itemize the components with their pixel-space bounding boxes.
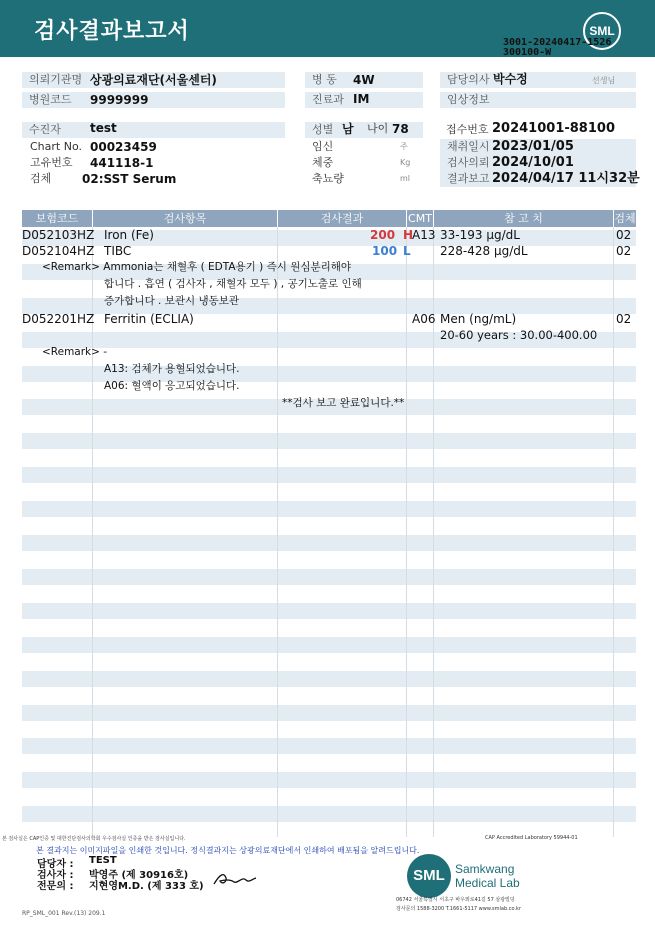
table-band <box>22 637 636 653</box>
report-header <box>0 0 655 57</box>
col-divider <box>406 227 407 837</box>
row-specimen: 02 <box>616 228 632 242</box>
age-value: 78 <box>392 122 409 136</box>
sml-footer-logo-text: SML <box>413 867 445 884</box>
chart-no-value: 00023459 <box>90 140 157 154</box>
brand-line1: Samkwang <box>455 862 515 876</box>
responsible-label: 담당자 : <box>37 859 74 870</box>
receipt-label: 접수번호 <box>446 123 489 136</box>
row-result: 200 <box>370 228 396 242</box>
report-title: 검사결과보고서 <box>34 19 190 44</box>
dept-label: 진료과 <box>305 92 423 108</box>
examiner-label: 검사자 : <box>37 870 74 881</box>
table-band <box>22 671 636 687</box>
table-band <box>22 433 636 449</box>
row-code: D052104HZ <box>22 244 95 258</box>
chart-no-label: Chart No. <box>30 140 82 153</box>
remark-line: 합니다 . 흡연 ( 검사자 , 채혈자 모두 ) , 공기노출로 인해 <box>104 278 362 290</box>
remark-line: A06: 혈액이 응고되었습니다. <box>104 380 240 392</box>
responsible-value: TEST <box>89 855 117 866</box>
clinical-info-label: 임상정보 <box>440 92 636 108</box>
pregnancy-unit: 주 <box>400 142 408 151</box>
table-band <box>22 501 636 517</box>
doctor-value: 박수정 <box>493 72 528 86</box>
table-band <box>22 467 636 483</box>
doctor-suffix: 선생님 <box>592 76 616 85</box>
form-code: RP_SML_001 Rev.(13) 209.1 <box>22 910 106 917</box>
request-value: 2024/10/01 <box>492 155 574 170</box>
remark-line: 증가합니다 . 보관시 냉동보관 <box>104 295 240 307</box>
row-item: Ferritin (ECLIA) <box>104 312 194 326</box>
dept-value: IM <box>353 92 370 106</box>
row-cmt: A06 <box>412 312 436 326</box>
sml-footer-logo-icon <box>407 854 451 898</box>
fineprint-left: 본 검사실은 CAP인증 및 대한진단검사의학회 우수검사실 인증을 받은 검사실입니다. <box>2 836 186 842</box>
row-ref: 33-193 µg/dL <box>440 228 520 242</box>
row-specimen: 02 <box>616 244 632 258</box>
row-code: D052103HZ <box>22 228 95 242</box>
address-line1: 06742 서울특별시 서초구 바우뫼로41길 57 삼광빌딩 <box>396 897 515 903</box>
sml-logo-text: SML <box>589 24 615 38</box>
doctor-label: 담당의사 <box>440 72 636 88</box>
receipt-value: 20241001-88100 <box>492 121 615 136</box>
fineprint-right: CAP Accredited Laboratory 59944-01 <box>485 835 578 841</box>
hospital-code-label: 병원코드 <box>22 92 285 108</box>
institution-label: 의뢰기관명 <box>22 72 285 88</box>
id-label: 고유번호 <box>30 156 73 169</box>
sex-value: 남 <box>342 122 354 136</box>
row-flag-high: H <box>403 228 414 242</box>
row-ref: 228-428 µg/dL <box>440 244 528 258</box>
specimen-value: 02:SST Serum <box>82 172 177 186</box>
specialist-value: 지현영M.D. (제 333 호) <box>89 881 204 892</box>
remark-head: <Remark> - <box>42 346 108 358</box>
row-item: Iron (Fe) <box>104 228 154 242</box>
report-date-label: 결과보고 <box>440 171 636 187</box>
collect-value: 2023/01/05 <box>492 139 574 154</box>
address-line2: 검사문의 1588-3200 T.1661-5117 www.smlab.co.kr <box>396 906 521 912</box>
table-band <box>22 705 636 721</box>
pregnancy-label: 임신 <box>312 140 334 153</box>
report-complete: **검사 보고 완료입니다.** <box>282 397 405 409</box>
row-specimen: 02 <box>616 312 632 326</box>
report-date-value: 2024/04/17 11시32분 <box>492 171 640 186</box>
row-item: TIBC <box>104 244 132 258</box>
col-header-item: 검사항목 <box>93 210 277 227</box>
urine-label: 축뇨량 <box>312 172 344 185</box>
row-result: 100 <box>372 244 398 258</box>
weight-label: 체중 <box>312 156 334 169</box>
examiner-value: 박영주 (제 30916호) <box>89 870 189 881</box>
col-header-specimen: 검체 <box>614 212 636 225</box>
remark-line: A13: 검체가 용혈되었습니다. <box>104 363 240 375</box>
ward-value: 4W <box>353 73 375 87</box>
signature-icon <box>212 870 258 888</box>
id-value: 441118-1 <box>90 156 154 170</box>
report-number: 3001-20240417-1526 <box>503 37 612 48</box>
table-band <box>22 569 636 585</box>
row-ref: Men (ng/mL) <box>440 312 517 326</box>
col-header-ref: 참 고 치 <box>434 210 613 227</box>
col-header-cmt: CMT <box>408 212 432 225</box>
weight-unit: Kg <box>400 158 411 167</box>
row-ref-line2: 20-60 years : 30.00-400.00 <box>440 328 598 342</box>
table-band <box>22 772 636 788</box>
request-label: 검사의뢰 <box>440 155 636 171</box>
report-number-suffix: 300100-W <box>503 47 552 58</box>
row-code: D052201HZ <box>22 312 95 326</box>
sex-label: 성별 <box>305 122 423 138</box>
specimen-label: 검체 <box>30 172 52 185</box>
remark-line: <Remark> Ammonia는 채혈후 ( EDTA용기 ) 즉시 원심분리해야 <box>42 261 352 273</box>
table-band <box>22 535 636 551</box>
row-flag-low: L <box>403 244 411 258</box>
patient-name-value: test <box>90 121 117 135</box>
row-cmt: A13 <box>412 228 436 242</box>
ward-label: 병 동 <box>305 72 423 88</box>
specialist-label: 전문의 : <box>37 881 74 892</box>
col-divider <box>277 227 278 837</box>
institution-value: 상광의료재단(서울센터) <box>90 73 217 87</box>
collect-label: 채취일시 <box>440 139 636 155</box>
print-notice: 본 결과지는 이미지파일을 인쇄한 것입니다. 정식결과지는 상광의료재단에서 인쇄하여 배포됨을 알려드립니다. <box>36 846 420 855</box>
table-band <box>22 806 636 822</box>
col-header-result: 검사결과 <box>278 210 406 227</box>
patient-name-label: 수진자 <box>22 122 285 138</box>
table-band <box>22 738 636 754</box>
col-header-code: 보험코드 <box>22 210 92 227</box>
table-band <box>22 603 636 619</box>
brand-line2: Medical Lab <box>455 876 520 890</box>
age-label: 나이 <box>367 122 389 135</box>
col-divider <box>613 227 614 837</box>
hospital-code-value: 9999999 <box>90 93 149 107</box>
urine-unit: ml <box>400 174 411 183</box>
